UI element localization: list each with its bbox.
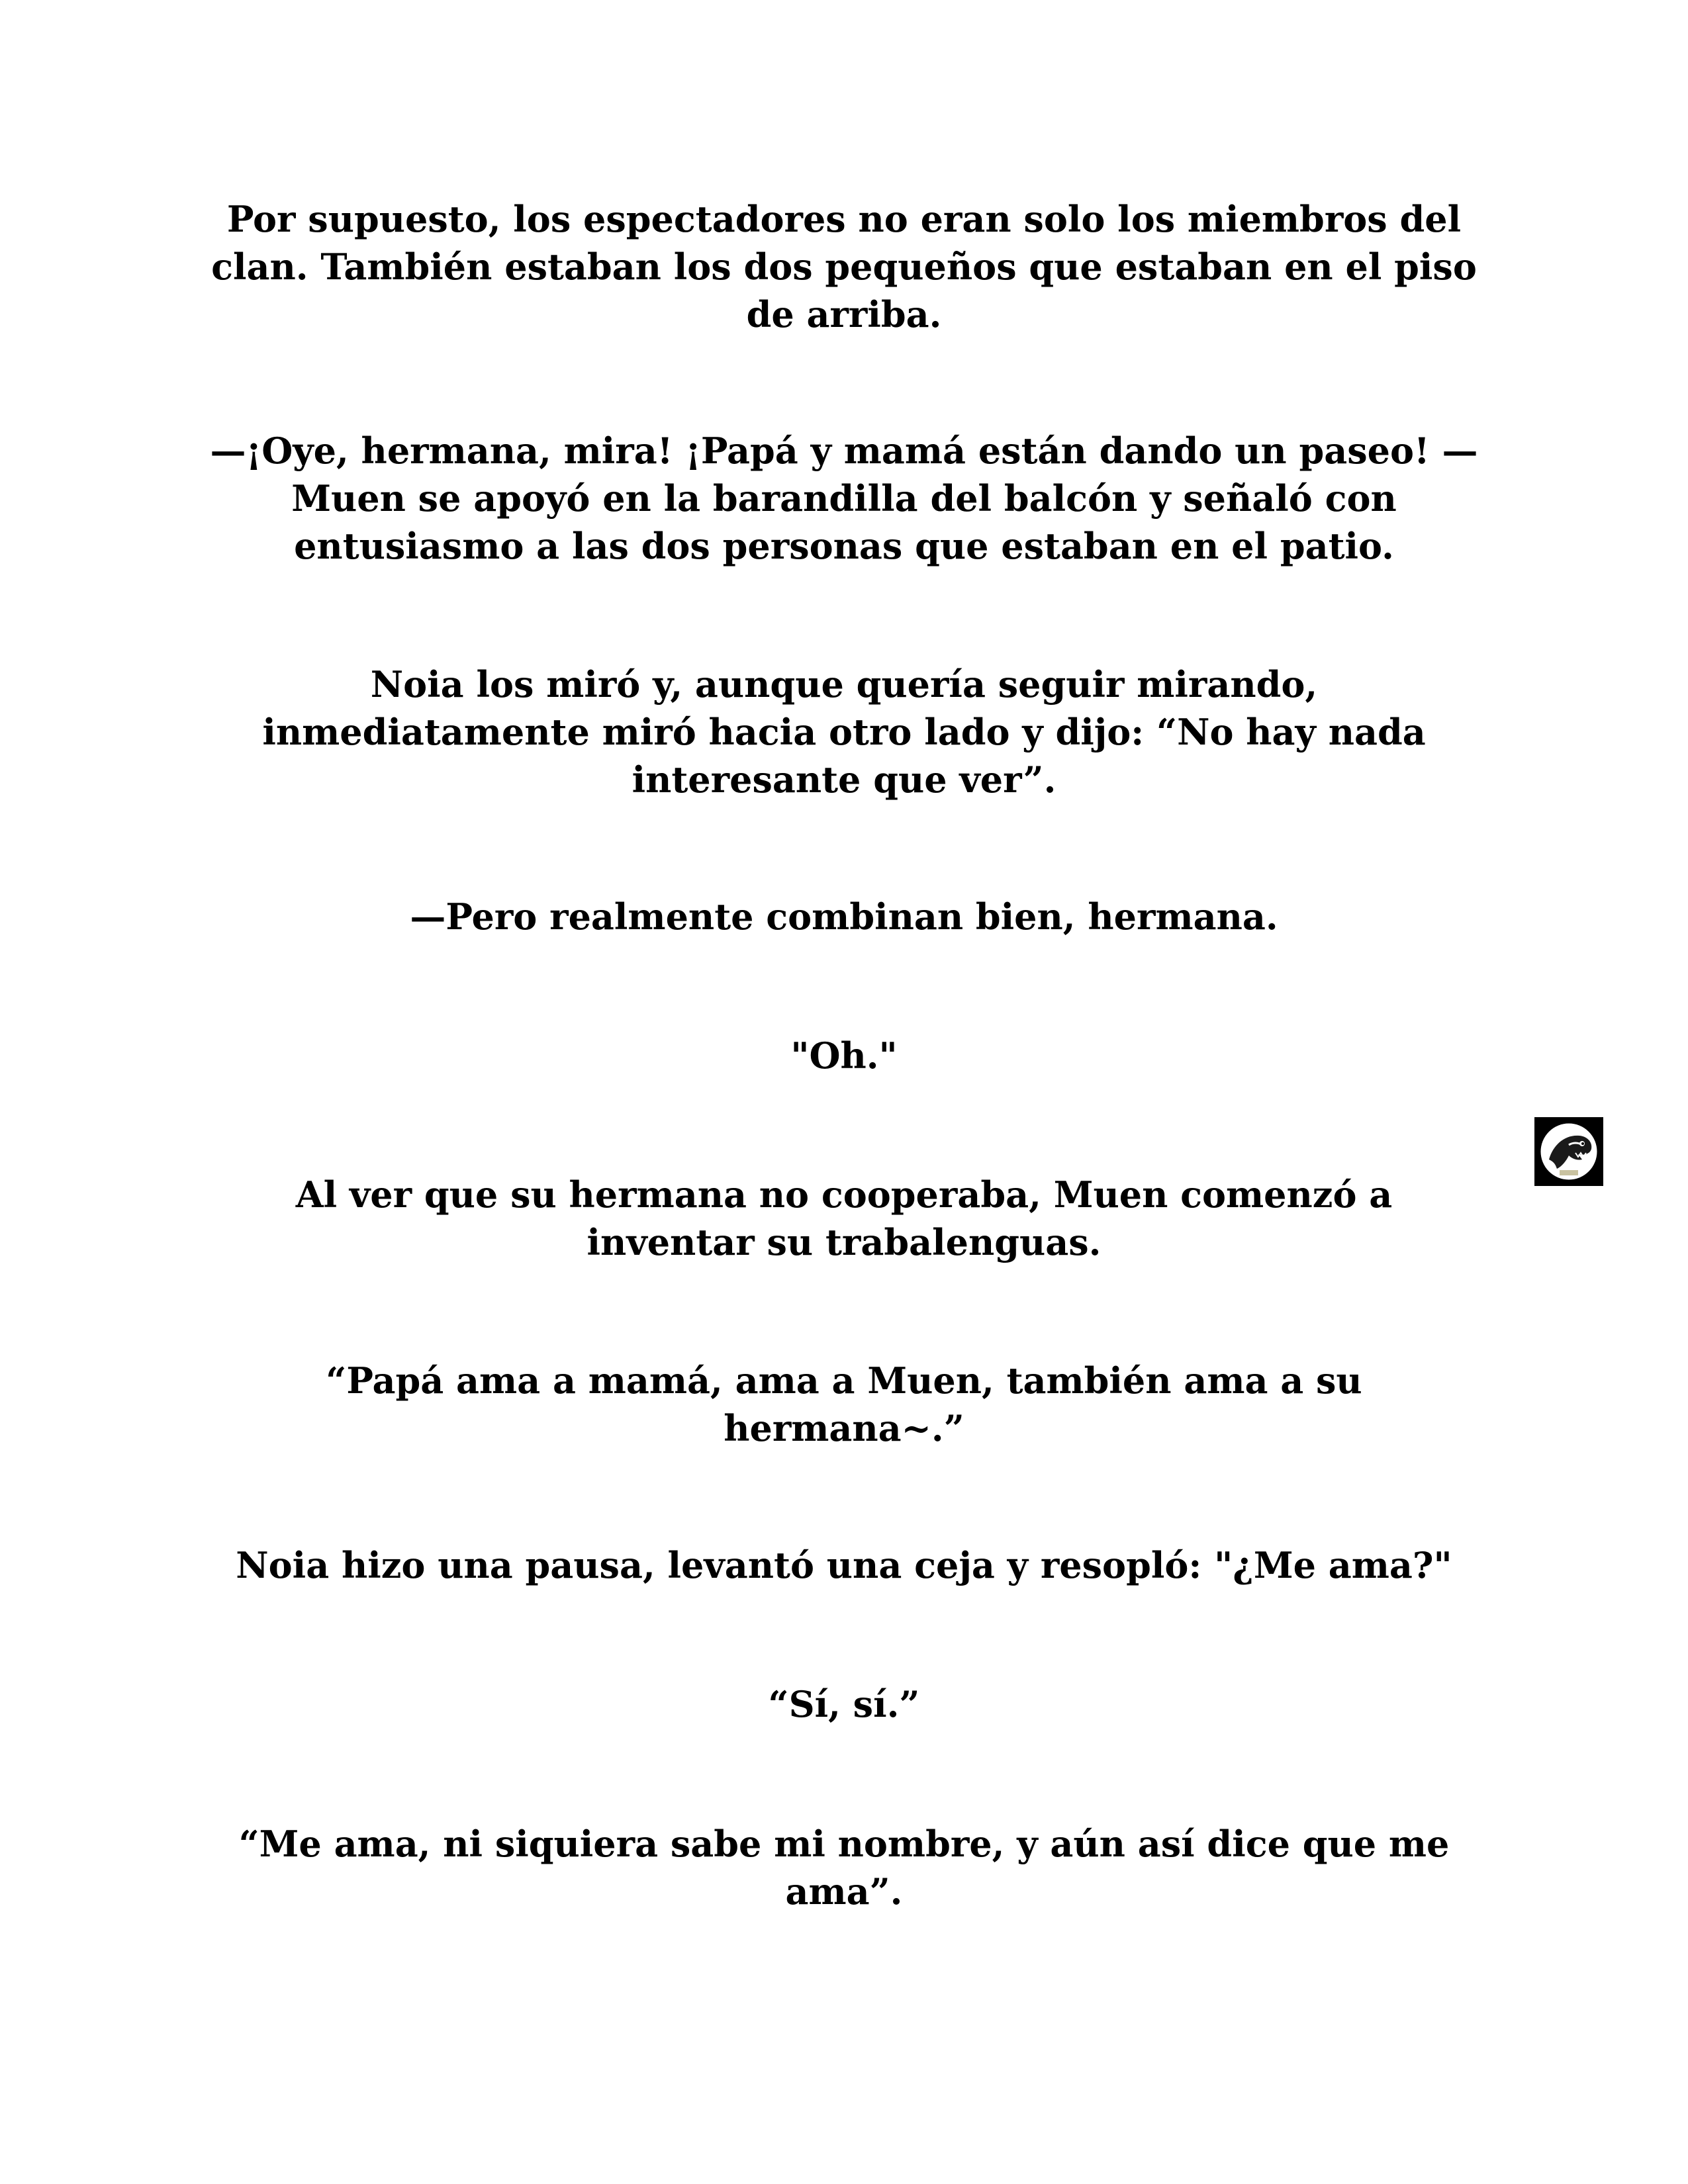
paragraph-3 — [199, 660, 1489, 803]
paragraph-line: —¡Oye, hermana, mira! ¡Papá y mamá están dando un paseo! — — [210, 430, 1478, 472]
paragraph-line: inmediatamente miró hacia otro lado y dijo: “No hay nada — [262, 711, 1426, 753]
paragraph-4 — [199, 893, 1489, 940]
paragraph-line: ama”. — [785, 1870, 903, 1913]
paragraph-10 — [199, 1820, 1489, 1915]
paragraph-line: "Oh." — [790, 1034, 898, 1077]
paragraph-8 — [199, 1541, 1489, 1589]
paragraph-line: clan. También estaban los dos pequeños que estaban en el piso — [211, 246, 1477, 288]
paragraph-line: “Me ama, ni siquiera sabe mi nombre, y aún así dice que me — [238, 1823, 1450, 1865]
paragraph-line: inventar su trabalenguas. — [586, 1221, 1102, 1263]
paragraph-line: Noia los miró y, aunque quería seguir mirando, — [370, 663, 1318, 705]
paragraph-line: hermana~.” — [724, 1407, 964, 1449]
paragraph-line: “Papá ama a mamá, ama a Muen, también ama a su — [326, 1359, 1362, 1402]
paragraph-6 — [199, 1171, 1489, 1266]
dinosaur-logo-icon — [1534, 1117, 1603, 1186]
paragraph-line: Al ver que su hermana no cooperaba, Muen comenzó a — [295, 1173, 1393, 1216]
paragraph-line: interesante que ver”. — [632, 758, 1056, 801]
paragraph-5 — [199, 1032, 1489, 1079]
paragraph-1 — [199, 195, 1489, 338]
paragraph-2 — [199, 427, 1489, 570]
paragraph-line: entusiasmo a las dos personas que estaban en el patio. — [294, 525, 1394, 567]
paragraph-line: de arriba. — [746, 293, 942, 336]
paragraph-9 — [199, 1680, 1489, 1728]
paragraph-line: “Sí, sí.” — [768, 1683, 920, 1725]
paragraph-7 — [199, 1357, 1489, 1452]
paragraph-line: Por supuesto, los espectadores no eran solo los miembros del — [226, 198, 1462, 240]
paragraph-line: —Pero realmente combinan bien, hermana. — [410, 895, 1278, 938]
paragraph-line: Noia hizo una pausa, levantó una ceja y resopló: "¿Me ama?" — [236, 1544, 1452, 1586]
paragraph-line: Muen se apoyó en la barandilla del balcón y señaló con — [291, 477, 1397, 520]
